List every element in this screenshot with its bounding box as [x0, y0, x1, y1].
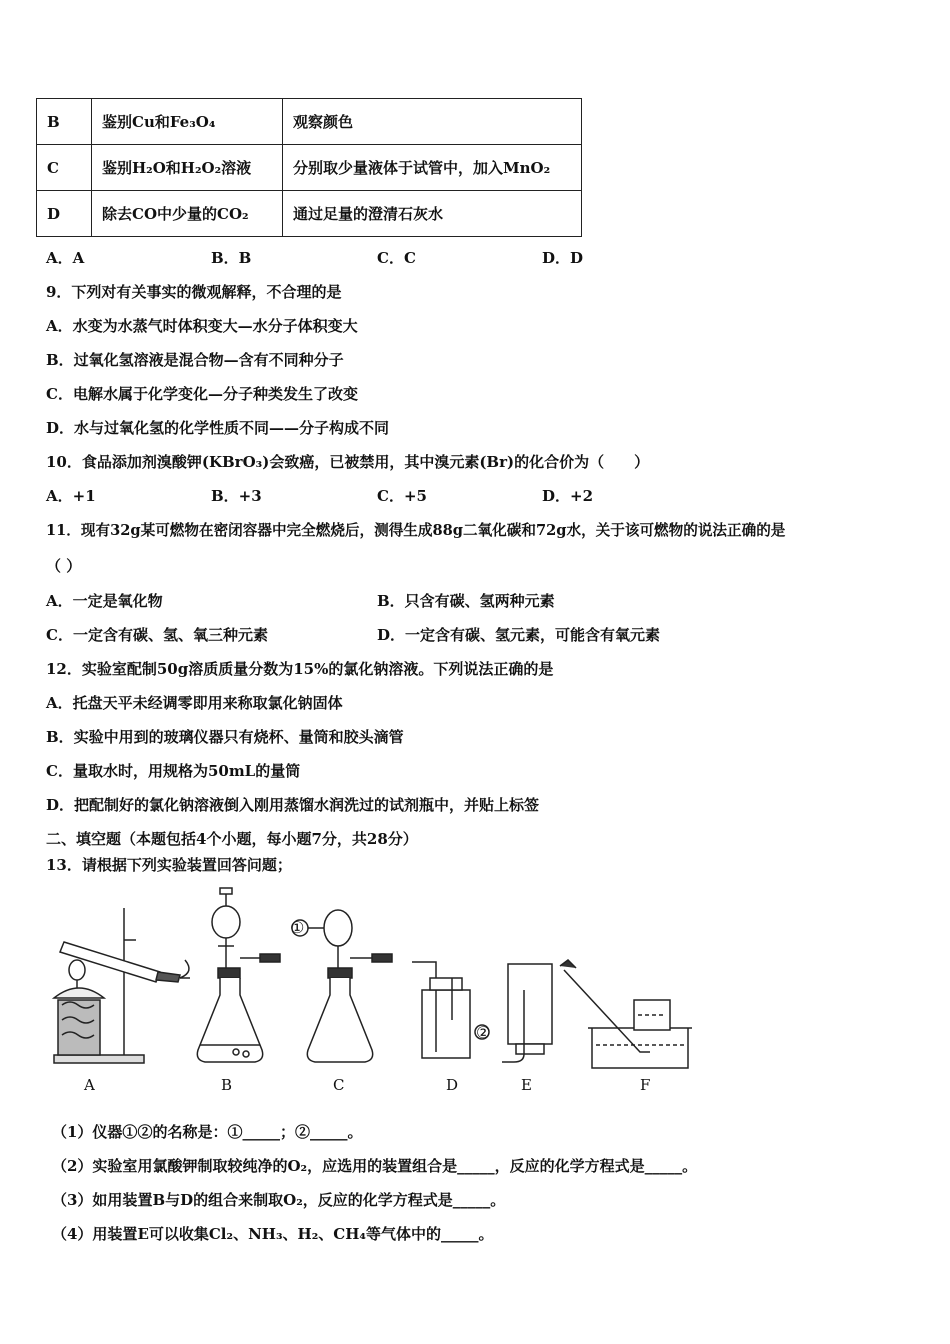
q13-sub-2: （2）实验室用氯酸钾制取较纯净的O₂，应选用的装置组合是_____，反应的化学方程式是_____。	[52, 1157, 698, 1175]
q11-paren: （ ）	[46, 557, 82, 575]
table-key: C	[37, 145, 92, 191]
q10-option-d: D．+2	[542, 487, 594, 505]
table-row	[37, 99, 582, 145]
lab-apparatus-diagram	[40, 880, 720, 1100]
label-c: C	[333, 1076, 345, 1094]
section-heading: 二、填空题（本题包括4个小题，每小题7分，共28分）	[46, 830, 418, 848]
label-e: E	[521, 1076, 532, 1094]
table-row	[37, 191, 582, 237]
q12-stem: 12．实验室配制50g溶质质量分数为15%的氯化钠溶液。下列说法正确的是	[46, 660, 554, 678]
q9-option-a: A．水变为水蒸气时体积变大—水分子体积变大	[46, 317, 358, 335]
q13-sub-1: （1）仪器①②的名称是：①_____；②_____。	[52, 1123, 363, 1141]
option-table	[36, 98, 582, 237]
table-method: 观察颜色	[283, 99, 582, 145]
table-row	[37, 145, 582, 191]
marker-1: ①	[290, 918, 305, 937]
q9-option-d: D．水与过氧化氢的化学性质不同——分子构成不同	[46, 419, 390, 437]
q9-option-c: C．电解水属于化学变化—分子种类发生了改变	[46, 385, 358, 403]
q13-sub-4: （4）用装置E可以收集Cl₂、NH₃、H₂、CH₄等气体中的_____。	[52, 1225, 494, 1243]
q11-option-a: A．一定是氧化物	[46, 592, 163, 610]
q10-option-a: A．+1	[46, 487, 96, 505]
table-method: 通过足量的澄清石灰水	[283, 191, 582, 237]
q10-stem: 10．食品添加剂溴酸钾(KBrO₃)会致癌，已被禁用，其中溴元素(Br)的化合价为（ ）	[46, 453, 650, 471]
q11-option-c: C．一定含有碳、氢、氧三种元素	[46, 626, 268, 644]
label-f: F	[640, 1076, 651, 1094]
q8-option-c: C．C	[377, 249, 416, 267]
q11-option-b: B．只含有碳、氢两种元素	[377, 592, 555, 610]
label-b: B	[221, 1076, 233, 1094]
q10-option-b: B．+3	[211, 487, 262, 505]
apparatus-b	[197, 888, 280, 1062]
apparatus-e	[502, 964, 552, 1062]
table-method: 分别取少量液体于试管中，加入MnO₂	[283, 145, 582, 191]
label-d: D	[446, 1076, 459, 1094]
table-purpose: 鉴别H₂O和H₂O₂溶液	[92, 145, 283, 191]
q12-option-d: D．把配制好的氯化钠溶液倒入刚用蒸馏水润洗过的试剂瓶中，并贴上标签	[46, 796, 540, 814]
q8-option-d: D．D	[542, 249, 584, 267]
q13-sub-3: （3）如用装置B与D的组合来制取O₂，反应的化学方程式是_____。	[52, 1191, 506, 1209]
q8-option-a: A．A	[46, 249, 85, 267]
table-key: D	[37, 191, 92, 237]
marker-2: ②	[476, 1023, 491, 1042]
q11-option-d: D．一定含有碳、氢元素，可能含有氧元素	[377, 626, 661, 644]
table-purpose: 除去CO中少量的CO₂	[92, 191, 283, 237]
table-key: B	[37, 99, 92, 145]
apparatus-c	[292, 910, 392, 1062]
apparatus-f	[560, 960, 692, 1068]
label-a: A	[84, 1076, 95, 1094]
q12-option-a: A．托盘天平未经调零即用来称取氯化钠固体	[46, 694, 343, 712]
q9-option-b: B．过氧化氢溶液是混合物—含有不同种分子	[46, 351, 344, 369]
apparatus-a	[54, 908, 190, 1063]
q10-option-c: C．+5	[377, 487, 427, 505]
q9-stem: 9．下列对有关事实的微观解释，不合理的是	[46, 283, 342, 301]
q13-stem: 13．请根据下列实验装置回答问题；	[46, 856, 292, 874]
q12-option-c: C．量取水时，用规格为50mL的量筒	[46, 762, 301, 780]
q8-option-b: B．B	[211, 249, 252, 267]
apparatus-d	[412, 962, 489, 1058]
q11-stem: 11．现有32g某可燃物在密闭容器中完全燃烧后，测得生成88g二氧化碳和72g水，关于该可燃物的说法正确的是	[46, 522, 786, 539]
q12-option-b: B．实验中用到的玻璃仪器只有烧杯、量筒和胶头滴管	[46, 728, 404, 746]
table-purpose: 鉴别Cu和Fe₃O₄	[92, 99, 283, 145]
